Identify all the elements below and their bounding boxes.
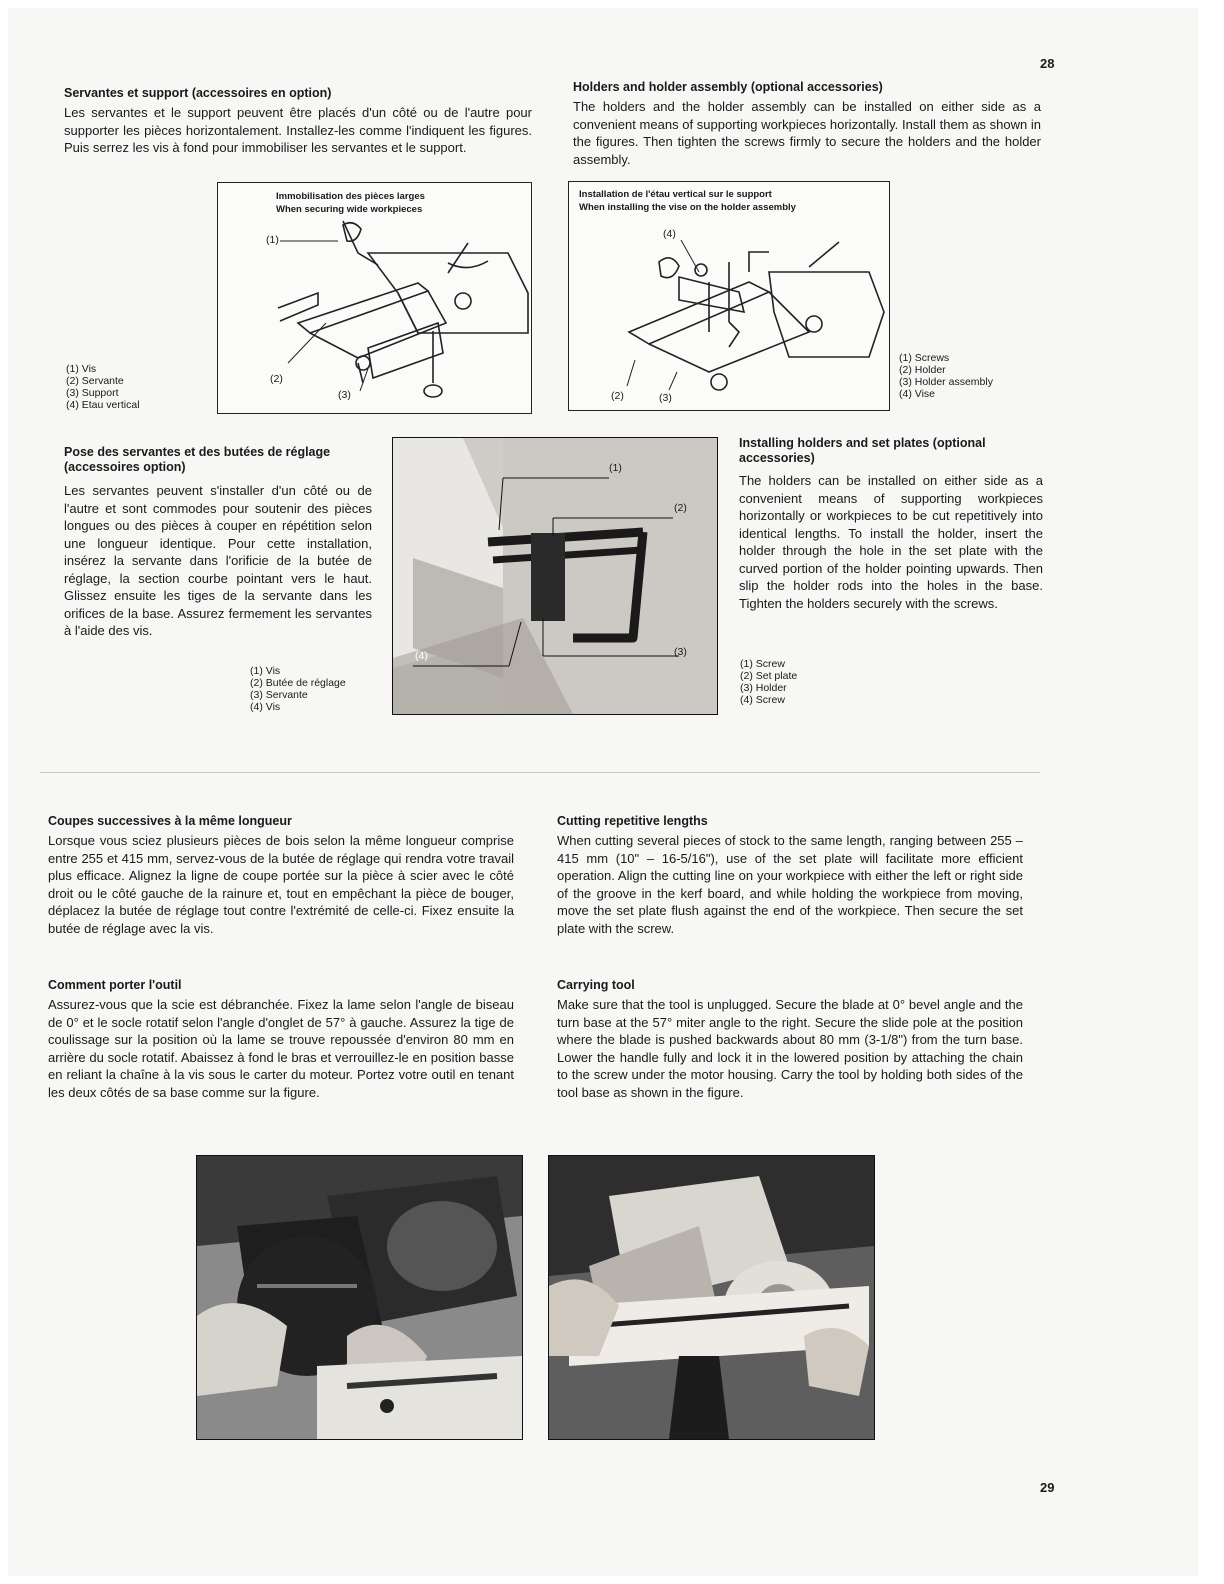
photo-callout-2: (2): [674, 502, 687, 514]
callout-4: (4): [663, 228, 676, 240]
legend-item: (1) Screw: [740, 658, 785, 670]
section-heading-fr: Pose des servantes et des butées de réglage (accessoires option): [64, 445, 331, 474]
section-heading-en: Installing holders and set plates (optional accessories): [739, 436, 986, 465]
legend-item: (4) Vise: [899, 388, 935, 400]
section-heading-fr: Coupes successives à la même longueur: [48, 814, 292, 828]
legend-item: (1) Screws: [899, 352, 950, 364]
carrying-tool-illustration: [549, 1156, 874, 1439]
legend-item: (3) Holder assembly: [899, 376, 993, 388]
section-body-en: When cutting several pieces of stock to the same length, ranging between 255 – 415 mm (10" – 16-5/16"), use of the set plate will facilitate more efficient operation. Align the cutting line on your workpiece with either the left or right side of the groove in the kerf board, and while holding the workpiece from moving, move the set plate flush against the end of the workpiece. Then secure the set plate with the screw.: [557, 833, 1023, 936]
legend-item: (2) Butée de réglage: [250, 677, 346, 689]
securing-blade-illustration: [197, 1156, 522, 1439]
photo-carrying-tool: [548, 1155, 875, 1440]
figure-holders-wide: [217, 182, 532, 414]
legend-item: (3) Holder: [740, 682, 787, 694]
page-number-top: 28: [1040, 56, 1055, 71]
figure-legend-en: [899, 352, 993, 400]
section-body-en: The holders can be installed on either side as a convenient means of supporting workpieces horizontally or workpieces to be cut repetitively into identical lengths. To install the holder, insert the holder through the hole in the set plate with the curved portion of the holder pointing upwards. Then slip the holder rods into the holes in the base. Tighten the holders securely with the screws.: [739, 473, 1043, 611]
figure-legend-fr: [66, 363, 140, 411]
legend-item: (2) Set plate: [740, 670, 798, 682]
section-body-fr: Assurez-vous que la scie est débranchée. Fixez la lame selon l'angle de biseau de 0° et le socle rotatif selon l'angle d'onglet de 57° à gauche. Assurez la tige de coulissage sur la position où la lame se trouve repoussée d'environ 80 mm en arrière du socle rotatif. Abaissez à fond le bras et verrouillez-le en position basse en reliant la chaîne à la vis sous le carter du moteur. Portez votre outil en tenant les deux côtés de sa base comme sur la figure.: [48, 997, 514, 1100]
photo-legend-fr: [250, 665, 346, 713]
figure-vise-on-holder: [568, 181, 890, 411]
callout-3: (3): [659, 392, 672, 404]
page-number-bottom: 29: [1040, 1480, 1055, 1495]
legend-item: (1) Vis: [66, 363, 97, 375]
callout-1: (1): [266, 234, 279, 246]
legend-item: (4) Screw: [740, 694, 785, 706]
callout-2: (2): [270, 373, 283, 385]
photo-holder-set-plate: [392, 437, 718, 715]
photo-callout-3: (3): [674, 646, 687, 658]
callout-2: (2): [611, 390, 624, 402]
section-body-fr: Les servantes et le support peuvent être placés d'un côté ou de l'autre pour supporter les pièces horizontalement. Installez-les comme l'indiquent les figures. Puis serrez les vis à fond pour immobiliser les servantes et le support.: [64, 105, 532, 155]
photo-legend-en: [740, 658, 797, 706]
photo-callout-4: (4): [415, 650, 428, 662]
figure-title-fr: Immobilisation des pièces larges: [276, 191, 425, 202]
holder-drawing: [218, 183, 531, 413]
section-heading-en: Carrying tool: [557, 978, 635, 992]
section-heading-fr: Comment porter l'outil: [48, 978, 182, 992]
section-heading-fr: Servantes et support (accessoires en option): [64, 86, 332, 100]
figure-title-fr: Installation de l'étau vertical sur le support: [579, 189, 772, 200]
vise-drawing: [569, 182, 889, 410]
legend-item: (3) Servante: [250, 689, 308, 701]
figure-title-en: When installing the vise on the holder assembly: [579, 202, 796, 213]
photo-callout-1: (1): [609, 462, 622, 474]
legend-item: (2) Holder: [899, 364, 946, 376]
section-divider: [40, 772, 1040, 773]
section-body-fr: Les servantes peuvent s'installer d'un côté ou de l'autre et sont commodes pour soutenir des pièces longues ou des pièces à couper en répétition selon une longueur identique. Pour cette installation, insérez la servante dans l'orificie de la butée de réglage, la section courbe pointant vers le haut. Glissez ensuite les tiges de la servante dans les orifices de la base. Assurez fermement les servantes à l'aide des vis.: [64, 483, 372, 638]
legend-item: (2) Servante: [66, 375, 124, 387]
holder-photo-illustration: [393, 438, 717, 714]
section-body-fr: Lorsque vous sciez plusieurs pièces de bois selon la même longueur comprise entre 255 et 415 mm, servez-vous de la butée de réglage qui rendra votre travail plus efficace. Alignez la ligne de coupe portée sur la pièce à scier avec le côté droit ou le côté gauche de la rainure et, tout en empêchant la pièce de bouger, déplacez la butée de réglage tout contre l'extrémité de celle-ci. Fixez ensuite la butée de réglage avec la vis.: [48, 833, 514, 936]
legend-item: (4) Vis: [250, 701, 281, 713]
section-body-en: The holders and the holder assembly can be installed on either side as a convenient means of supporting workpieces horizontally. Install them as shown in the figures. Then tighten the screws firmly to secure the holders and the holder assembly.: [573, 99, 1041, 167]
legend-item: (1) Vis: [250, 665, 281, 677]
legend-item: (4) Etau vertical: [66, 399, 140, 411]
callout-3: (3): [338, 389, 351, 401]
section-body-en: Make sure that the tool is unplugged. Secure the blade at 0° bevel angle and the turn base at the 57° miter angle to the right. Secure the slide pole at the position where the blade is pushed backwards about 80 mm (3-1/8") from the turn base. Lower the handle fully and lock it in the lowered position by attaching the chain to the screw under the motor housing. Carry the tool by holding both sides of the tool base as shown in the figure.: [557, 997, 1023, 1100]
section-heading-en: Holders and holder assembly (optional accessories): [573, 80, 883, 94]
figure-title-en: When securing wide workpieces: [276, 204, 423, 215]
section-heading-en: Cutting repetitive lengths: [557, 814, 708, 828]
legend-item: (3) Support: [66, 387, 119, 399]
photo-securing-blade: [196, 1155, 523, 1440]
